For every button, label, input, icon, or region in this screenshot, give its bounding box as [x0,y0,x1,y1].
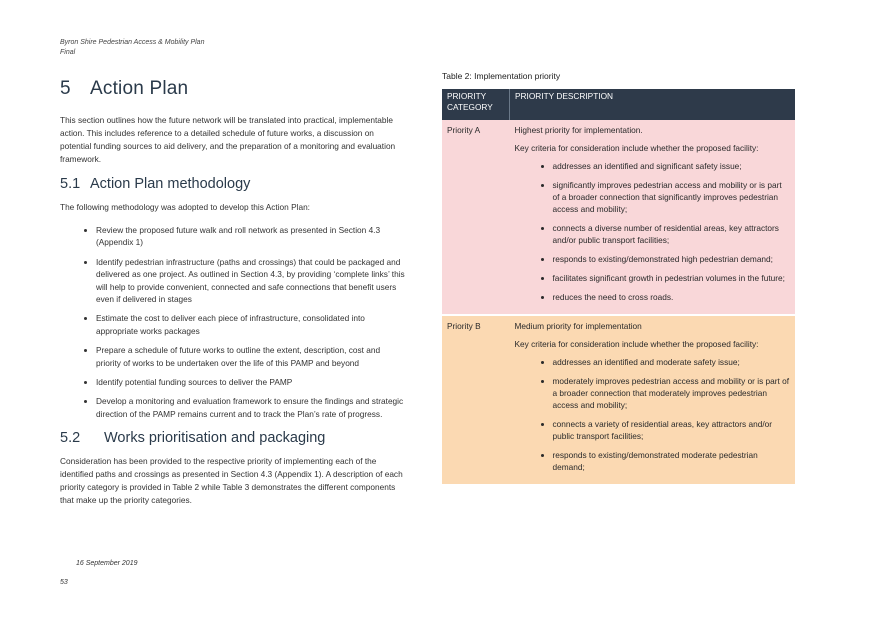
priority-headline: Medium priority for implementation [514,321,642,331]
section-number: 5 [60,78,71,99]
header-title: Byron Shire Pedestrian Access & Mobility Plan [60,39,205,46]
section-number: 5.1 [60,176,81,192]
list-item: • facilitates significant growth in pedestrian volumes in the future; [553,272,791,284]
list-item: • Develop a monitoring and evaluation framework to ensure the findings and strategic direction of the PAMP remains current and to track the Plan’s rate of progress. [96,395,405,420]
methodology-list [60,224,405,420]
list-item: • Identify potential funding sources to deliver the PAMP [96,376,405,388]
section-5-1-heading [60,176,405,192]
list-item: • Estimate the cost to deliver each piece of infrastructure, consolidated into appropriate works packages [96,312,405,337]
section-5-intro: This section outlines how the future network will be translated into practical, implementable action. This includes reference to a detailed schedule of future works, a discussion on potential funding sources to aid delivery, and the preparation of a monitoring and evaluation framework. [60,115,396,164]
section-5-2-text: Consideration has been provided to the respective priority of implementing each of the identified paths and crossings as presented in Section 4.3 (Appendix 1). A description of each priority category is provided in Table 2 while Table 3 demonstrates the different components that make up the priority categories. [60,456,403,506]
list-item: • Review the proposed future walk and roll network as presented in Section 4.3 (Appendix 1) [96,224,405,249]
list-item: • connects a diverse number of residential areas, key attractors and/or public transport facilities; [553,222,791,246]
list-item: • Prepare a schedule of future works to outline the extent, description, cost and priority of works to be undertaken over the life of this PAMP and beyond [96,344,405,369]
left-column [60,78,405,517]
list-item: • responds to existing/demonstrated high pedestrian demand; [553,253,791,265]
criteria-intro: Key criteria for consideration include whether the proposed facility: [514,143,759,153]
priority-table [442,89,795,484]
section-number: 5.2 [60,430,81,447]
priority-headline: Highest priority for implementation. [514,125,643,135]
page-number: 53 [60,579,68,586]
priority-description [510,315,796,484]
criteria-list [515,356,791,473]
criteria-list [515,160,791,303]
document-header [60,38,204,58]
list-item: • responds to existing/demonstrated moderate pedestrian demand; [553,449,791,473]
section-title: Action Plan [90,78,189,99]
priority-description [510,120,796,315]
list-item: • connects a variety of residential areas, key attractors and/or public transport facilities; [553,418,791,442]
section-title: Action Plan methodology [90,176,251,192]
table-row-priority-a [442,120,795,315]
list-item: • addresses an identified and significant safety issue; [553,160,791,172]
section-5-1-intro: The following methodology was adopted to develop this Action Plan: [60,202,310,212]
list-item: • significantly improves pedestrian access and mobility or is part of a broader connection that significantly improves pedestrian access and mobility; [553,179,791,215]
criteria-intro: Key criteria for consideration include whether the proposed facility: [514,339,759,349]
table-row-priority-b [442,315,795,484]
list-item: • addresses an identified and moderate safety issue; [553,356,791,368]
priority-category: Priority A [442,120,510,315]
column-header-category: PRIORITY CATEGORY [442,89,510,120]
header-status: Final [60,49,76,56]
section-5-heading [60,78,405,100]
column-header-description: PRIORITY DESCRIPTION [510,89,796,120]
table-caption: Table 2: Implementation priority [442,71,561,81]
list-item: • reduces the need to cross roads. [553,291,791,303]
list-item: • Identify pedestrian infrastructure (paths and crossings) that could be packaged and delivered as one project. As outlined in Section 4.3, by providing ‘complete links’ this will help to provide convenient, connected and safe connections that benefit users even if delivered in stages [96,256,405,306]
section-title: Works prioritisation and packaging [104,430,326,447]
list-item: • moderately improves pedestrian access and mobility or is part of a broader connection that moderately improves pedestrian access and mobility; [553,375,791,411]
table-header-row [442,89,795,120]
priority-category: Priority B [442,315,510,484]
section-5-2-heading [60,430,405,446]
footer-date: 16 September 2019 [76,560,138,567]
